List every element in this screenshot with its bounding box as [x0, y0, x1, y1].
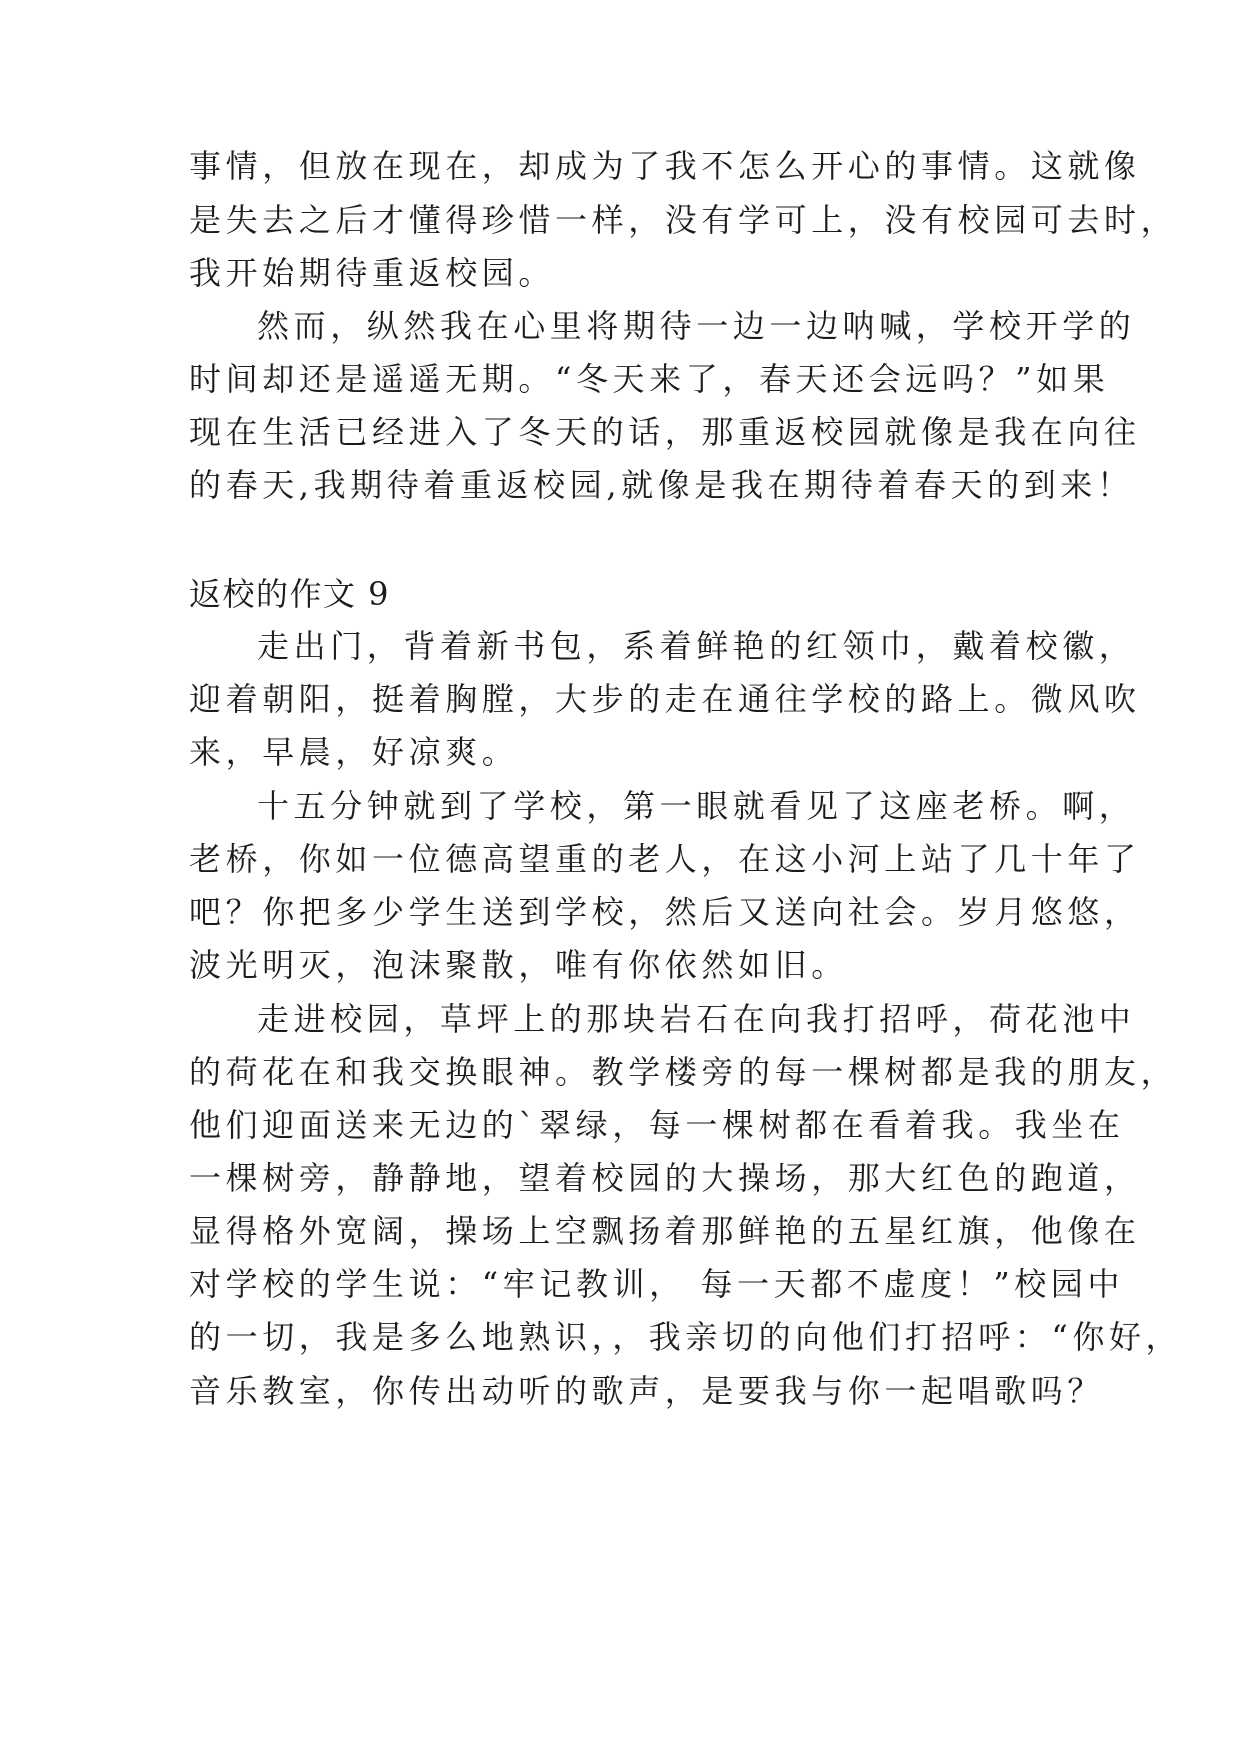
text-line: 是失去之后才懂得珍惜一样，没有学可上，没有校园可去时， — [189, 201, 1178, 239]
text-line: 事情，但放在现在，却成为了我不怎么开心的事情。这就像 — [189, 147, 1141, 185]
text-line: 的春天,我期待着重返校园,就像是我在期待着春天的到来！ — [189, 466, 1134, 504]
text-line: 十五分钟就到了学校，第一眼就看见了这座老桥。啊， — [257, 787, 1136, 825]
section-heading: 返校的作文 9 — [189, 575, 391, 613]
text-line: 显得格外宽阔，操场上空飘扬着那鲜艳的五星红旗，他像在 — [189, 1212, 1141, 1250]
text-line: 我开始期待重返校园。 — [189, 254, 556, 292]
text-line: 的一切，我是多么地熟识，，我亲切的向他们打招呼：“你好， — [189, 1318, 1183, 1356]
text-line: 的荷花在和我交换眼神。教学楼旁的每一棵树都是我的朋友， — [189, 1053, 1178, 1091]
text-line: 波光明灭，泡沫聚散，唯有你依然如旧。 — [189, 946, 848, 984]
text-line: 时间却还是遥遥无期。“冬天来了，春天还会远吗？”如果 — [189, 360, 1110, 398]
text-line: 老桥，你如一位德高望重的老人，在这小河上站了几十年了 — [189, 840, 1141, 878]
text-line: 走进校园，草坪上的那块岩石在向我打招呼，荷花池中 — [257, 1000, 1136, 1038]
text-line: 迎着朝阳，挺着胸膛，大步的走在通往学校的路上。微风吹 — [189, 680, 1141, 718]
text-line: 来，早晨，好凉爽。 — [189, 733, 519, 771]
text-line: 吧？你把多少学生送到学校，然后又送向社会。岁月悠悠， — [189, 893, 1141, 931]
text-line: 走出门，背着新书包，系着鲜艳的红领巾，戴着校徽， — [257, 627, 1136, 665]
text-line: 音乐教室，你传出动听的歌声，是要我与你一起唱歌吗？ — [189, 1372, 1105, 1410]
text-line: 对学校的学生说：“牢记教训， 每一天都不虚度！”校园中 — [189, 1265, 1125, 1303]
text-line: 然而，纵然我在心里将期待一边一边呐喊，学校开学的 — [257, 307, 1136, 345]
text-line: 他们迎面送来无边的`翠绿，每一棵树都在看着我。我坐在 — [189, 1106, 1125, 1144]
text-line: 现在生活已经进入了冬天的话，那重返校园就像是我在向往 — [189, 413, 1141, 451]
text-line: 一棵树旁，静静地，望着校园的大操场，那大红色的跑道， — [189, 1159, 1141, 1197]
